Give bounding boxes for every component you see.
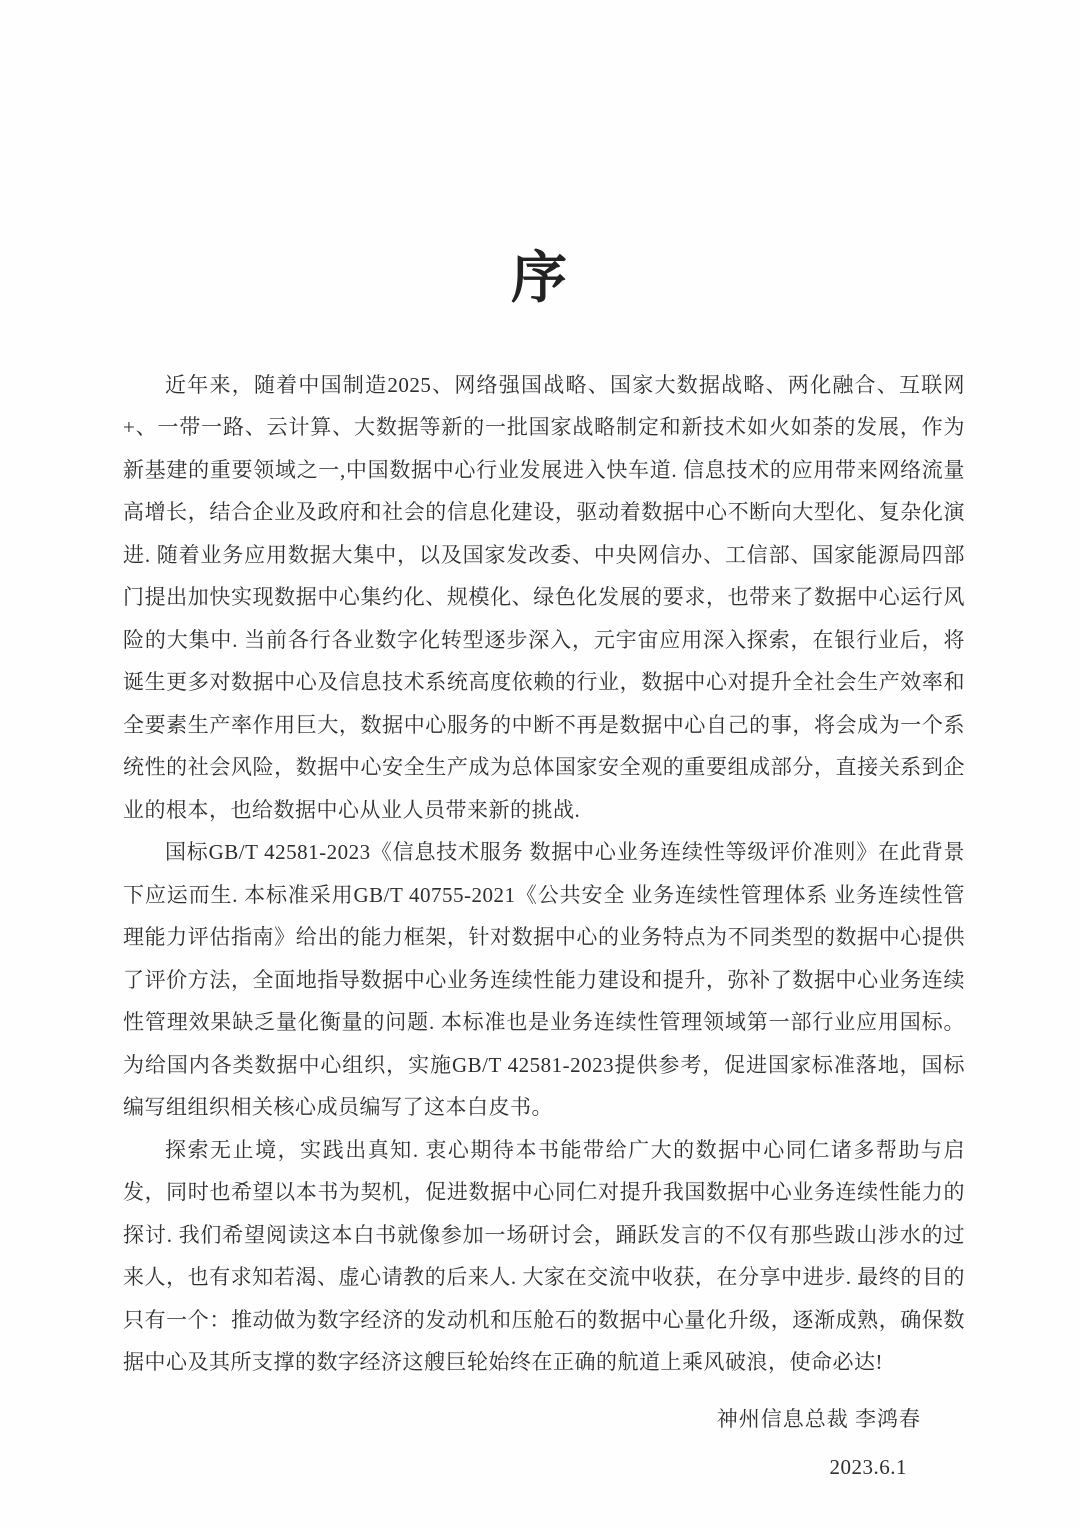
- preface-paragraph-1: 近年来，随着中国制造2025、网络强国战略、国家大数据战略、两化融合、互联网+、一带一路、云计算、大数据等新的一批国家战略制定和新技术如火如荼的发展，作为新基建的重要领域之一,中国数据中心行业发展进入快车道. 信息技术的应用带来网络流量高增长，结合企业及政府和社会的信息化建设，驱动着数据中心不断向大型化、复杂化演进. 随着业务应用数据大集中，以及国家发改委、中央网信办、工信部、国家能源局四部门提出加快实现数据中心集约化、规模化、绿色化发展的要求，也带来了数据中心运行风险的大集中. 当前各行各业数字化转型逐步深入，元宇宙应用深入探索，在银行业后，将诞生更多对数据中心及信息技术系统高度依赖的行业，数据中心对提升全社会生产效率和全要素生产率作用巨大，数据中心服务的中断不再是数据中心自己的事，将会成为一个系统性的社会风险，数据中心安全生产成为总体国家安全观的重要组成部分，直接关系到企业的根本，也给数据中心从业人员带来新的挑战.: [123, 372, 965, 822]
- preface-body: [0, 364, 1080, 1384]
- preface-paragraph-3: 探索无止境，实践出真知. 衷心期待本书能带给广大的数据中心同仁诸多帮助与启发，同时也希望以本书为契机，促进数据中心同仁对提升我国数据中心业务连续性能力的探讨. 我们希望阅读这本白书就像参加一场研讨会，踊跃发言的不仅有那些跋山涉水的过来人，也有求知若渴、虚心请教的后来人. 大家在交流中收获，在分享中进步. 最终的目的只有一个：推动做为数字经济的发动机和压舱石的数据中心量化升级，逐渐成熟，确保数据中心及其所支撑的数字经济这艘巨轮始终在正确的航道上乘风破浪，使命必达!: [123, 1137, 965, 1375]
- preface-paragraph-2: 国标GB/T 42581-2023《信息技术服务 数据中心业务连续性等级评价准则》在此背景下应运而生. 本标准采用GB/T 40755-2021《公共安全 业务连续性管理体系 业务连续性管理能力评估指南》给出的能力框架，针对数据中心的业务特点为不同类型的数据中心提供了评价方法，全面地指导数据中心业务连续性能力建设和提升，弥补了数据中心业务连续性管理效果缺乏量化衡量的问题. 本标准也是业务连续性管理领域第一部行业应用国标。为给国内各类数据中心组织，实施GB/T 42581-2023提供参考，促进国家标准落地，国标编写组组织相关核心成员编写了这本白皮书。: [123, 840, 965, 1120]
- signature-date: 2023.6.1: [829, 1455, 907, 1480]
- page-title: 序: [511, 248, 569, 310]
- signature-author: 神州信息总裁 李鸿春: [716, 1406, 921, 1431]
- signature-block: [0, 1398, 1080, 1489]
